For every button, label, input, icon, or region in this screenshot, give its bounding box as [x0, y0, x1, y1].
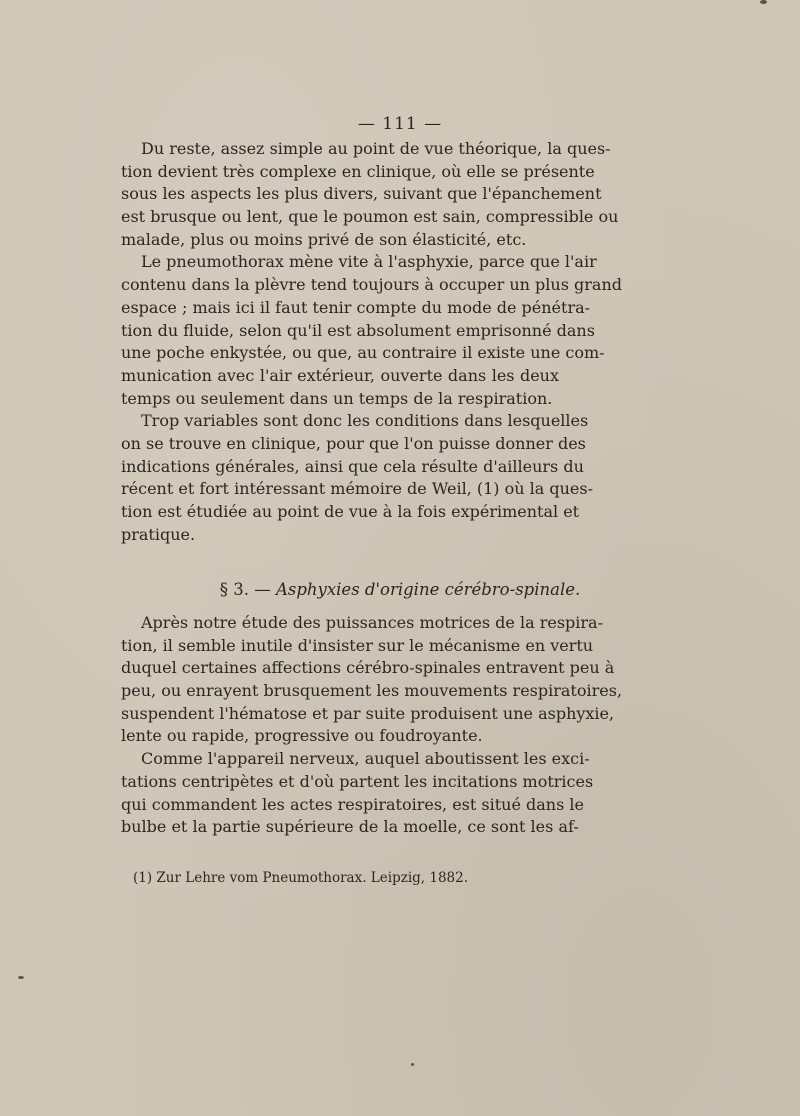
paragraph	[121, 251, 622, 410]
text-line: on se trouve en clinique, pour que l'on puisse donner des	[121, 433, 586, 453]
body-text-before-section	[121, 138, 622, 546]
text-line: tion, il semble inutile d'insister sur le mécanisme en vertu	[121, 635, 594, 655]
ink-speck	[411, 1063, 414, 1066]
text-line: tion est étudiée au point de vue à la fois expérimental et	[121, 502, 580, 521]
text-line: Après notre étude des puissances motrices de la respira-	[141, 613, 603, 632]
text-line: tion du fluide, selon qu'il est absolument emprisonné dans	[121, 320, 595, 340]
text-line: sous les aspects les plus divers, suivant que l'épanchement	[121, 184, 602, 204]
text-line: peu, ou enrayent brusquement les mouvements respiratoires,	[121, 681, 623, 701]
paragraph	[121, 138, 619, 251]
footnote: (1) Zur Lehre vom Pneumothorax. Leipzig, 1882.	[133, 870, 469, 886]
text-line: Trop variables sont donc les conditions dans lesquelles	[141, 411, 589, 431]
text-line: duquel certaines affections cérébro-spinales entravent peu à	[121, 658, 615, 678]
paragraph	[121, 748, 594, 839]
text-line: espace ; mais ici il faut tenir compte du mode de pénétra-	[121, 297, 591, 317]
page-number: — 111 —	[357, 114, 443, 134]
section-title: Asphyxies d'origine cérébro-spinale.	[275, 580, 581, 599]
paragraph	[121, 410, 594, 546]
text-line: munication avec l'air extérieur, ouverte dans les deux	[121, 365, 559, 385]
text-line: bulbe et la partie supérieure de la moelle, ce sont les af-	[121, 817, 579, 837]
text-line: Comme l'appareil nerveux, auquel aboutissent les exci-	[141, 749, 590, 769]
text-line: qui commandent les actes respiratoires, est situé dans le	[121, 794, 584, 814]
text-line: lente ou rapide, progressive ou foudroyante.	[121, 726, 483, 746]
text-line: Le pneumothorax mène vite à l'asphyxie, parce que l'air	[141, 252, 597, 272]
text-line: tion devient très complexe en clinique, où elle se présente	[121, 161, 595, 181]
text-line: malade, plus ou moins privé de son élasticité, etc.	[121, 229, 527, 249]
text-line: récent et fort intéressant mémoire de Weil, (1) où la ques-	[121, 479, 594, 499]
text-line: tations centripètes et d'où partent les incitations motrices	[121, 771, 594, 791]
text-line: temps ou seulement dans un temps de la respiration.	[121, 388, 553, 408]
text-line: contenu dans la plèvre tend toujours à occuper un plus grand	[121, 275, 622, 295]
body-text-after-section	[121, 612, 623, 839]
paragraph	[121, 612, 623, 748]
text-line: indications générales, ainsi que cela résulte d'ailleurs du	[121, 456, 584, 476]
ink-speck	[18, 976, 24, 979]
text-line: pratique.	[121, 524, 196, 544]
ink-speck	[760, 0, 767, 4]
text-line: suspendent l'hématose et par suite produisent une asphyxie,	[121, 703, 615, 723]
text-line: est brusque ou lent, que le poumon est sain, compressible ou	[121, 207, 619, 227]
section-number: § 3. —	[219, 580, 276, 599]
section-heading	[0, 580, 800, 599]
text-line: une poche enkystée, ou que, au contraire il existe une com-	[121, 343, 605, 363]
text-line: Du reste, assez simple au point de vue théorique, la ques-	[141, 139, 611, 158]
